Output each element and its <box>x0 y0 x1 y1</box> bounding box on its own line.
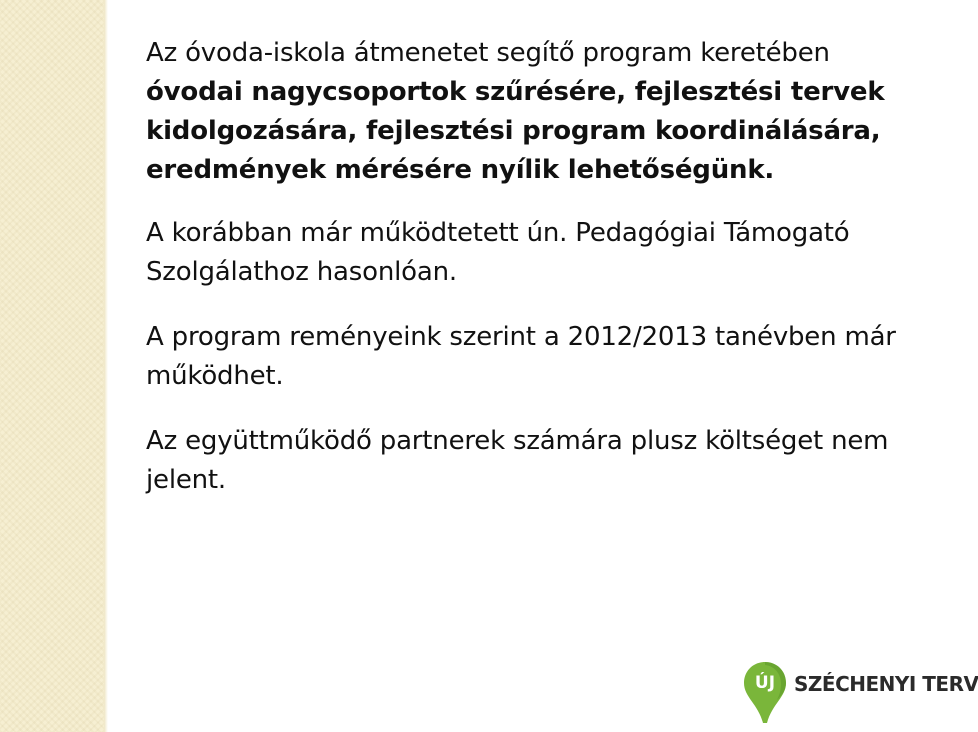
paragraph-previous-service: A korábban már működtetett ún. Pedagógiai Támogató Szolgálathoz hasonlóan. <box>146 218 850 287</box>
slide-body <box>146 34 936 526</box>
intro-line: Az óvoda-iskola átmenetet segítő program keretében <box>146 38 830 68</box>
map-pin-icon <box>742 660 788 726</box>
decorative-left-band <box>0 0 104 732</box>
logo-badge-text: ÚJ <box>754 673 776 693</box>
paragraph-program-intro <box>146 34 936 190</box>
paragraph-schedule: A program reményeink szerint a 2012/2013 tanévben már működhet. <box>146 322 896 391</box>
szechenyi-terv-logo <box>742 660 978 728</box>
paragraph-cost: Az együttműködő partnerek számára plusz költséget nem jelent. <box>146 426 889 495</box>
band-edge-divider <box>104 0 108 732</box>
logo-name: SZÉCHENYI TERV <box>794 672 978 696</box>
intro-bold-text: óvodai nagycsoportok szűrésére, fejlesztési tervek kidolgozására, fejlesztési program koordinálására, eredmények mérésére nyílik lehetőségünk. <box>146 77 885 185</box>
